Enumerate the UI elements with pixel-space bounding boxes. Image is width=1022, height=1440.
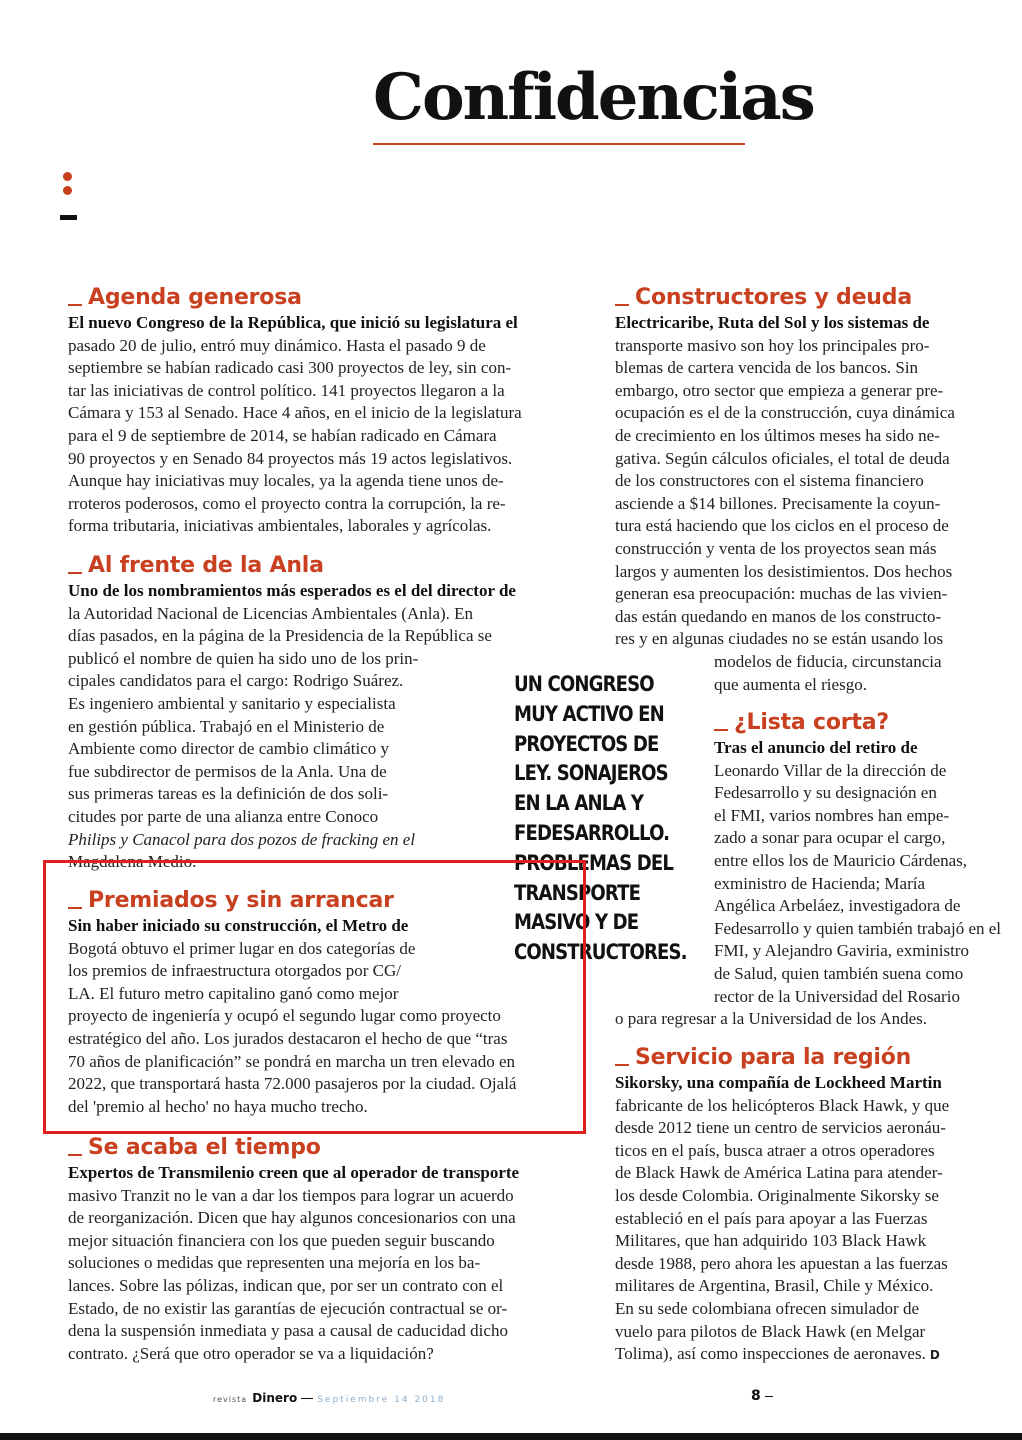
text-line: Es ingeniero ambiental y sanitario y especialista: [68, 693, 396, 713]
section-agenda-generosa: [68, 284, 522, 538]
text-line: proyecto de ingeniería y ocupó el segundo lugar como proyecto: [68, 1006, 501, 1026]
text-line: de Black Hawk de América Latina para atender-: [615, 1163, 943, 1183]
text-line: Philips y Canacol para dos pozos de fracking en el: [68, 829, 416, 849]
text-line: soluciones o medidas que representen una mejoría en los ba-: [68, 1253, 481, 1273]
text-line: Angélica Arbeláez, investigadora de: [714, 896, 961, 916]
section-lista-corta: [615, 709, 1002, 1031]
footer-credit: revista Dinero Septiembre 14 2018: [213, 1391, 446, 1405]
footer-brand: Dinero: [252, 1391, 298, 1405]
title-underline: [373, 143, 745, 145]
section-heading: Constructores y deuda: [615, 284, 955, 312]
text-line: septiembre se habían radicado casi 300 proyectos de ley, sin con-: [68, 358, 512, 378]
section-heading: Se acaba el tiempo: [68, 1134, 519, 1162]
decorative-dot: [63, 172, 72, 181]
text-line: sus primeras tareas es la definición de dos soli-: [68, 784, 389, 804]
decorative-dot: [63, 186, 72, 195]
text-line: Estado, de no existir las garantías de ejecución contractual se or-: [68, 1298, 508, 1318]
section-body: [68, 312, 522, 538]
text-line: desde 2012 tiene un centro de servicios aeronáu-: [615, 1118, 946, 1138]
text-line: largos y aumenten los desistimientos. Dos hechos: [615, 561, 953, 581]
text-line: que aumenta el riesgo.: [714, 674, 867, 694]
section-se-acaba-el-tiempo: [68, 1134, 519, 1365]
text-line: FMI, y Alejandro Gaviria, exministro: [714, 941, 969, 961]
text-line: 2022, que transportará hasta 72.000 pasajeros por la ciudad. Ojalá: [68, 1074, 517, 1094]
text-line: publicó el nombre de quien ha sido uno de los prin-: [68, 648, 419, 668]
text-line: para el 9 de septiembre de 2014, se habían radicado en Cámara: [68, 425, 497, 445]
text-line: Sikorsky, una compañía de Lockheed Martin: [615, 1073, 942, 1092]
text-line: los premios de infraestructura otorgados por CG/: [68, 961, 402, 981]
section-heading: Servicio para la región: [615, 1044, 949, 1072]
text-line: días pasados, en la página de la Presidencia de la República se: [68, 626, 492, 646]
decorative-dash: [60, 215, 77, 220]
pull-quote-line: MUY ACTIVO EN: [514, 701, 664, 726]
pull-quote-line: LEY. SONAJEROS: [514, 761, 668, 786]
text-line: Tolima), así como inspecciones de aeronaves. D: [615, 1344, 940, 1364]
text-line: la Autoridad Nacional de Licencias Ambientales (Anla). En: [68, 603, 474, 623]
page-title: Confidencias: [373, 60, 814, 135]
footer-date: Septiembre 14 2018: [317, 1395, 446, 1405]
text-line: LA. El futuro metro capitalino ganó como mejor: [68, 983, 399, 1003]
text-line: Tras el anuncio del retiro de: [714, 738, 918, 757]
text-line: el FMI, varios nombres han empe-: [714, 805, 950, 825]
text-line: Magdalena Medio.: [68, 852, 197, 872]
text-line: en gestión pública. Trabajó en el Ministerio de: [68, 716, 385, 736]
section-heading: Agenda generosa: [68, 284, 522, 312]
text-line: zado a sonar para ocupar el cargo,: [714, 828, 946, 848]
text-line: de Salud, quien también suena como: [714, 963, 964, 983]
section-heading: Premiados y sin arrancar: [68, 887, 516, 915]
pull-quote-line: PROBLEMAS DEL: [514, 850, 674, 875]
text-line: Fedesarrollo y quien también trabajó en el: [714, 918, 1002, 938]
text-line: asciende a $14 billones. Precisamente la coyun-: [615, 493, 941, 513]
text-line: transporte masivo son hoy los principales pro-: [615, 335, 930, 355]
text-line: Uno de los nombramientos más esperados es el del director de: [68, 581, 516, 600]
text-line: modelos de fiducia, circunstancia: [714, 651, 942, 671]
text-line: generan esa preocupación: muchas de las vivien-: [615, 584, 948, 604]
text-line: los desde Colombia. Originalmente Sikorsky se: [615, 1185, 939, 1205]
text-line: 90 proyectos y en Senado 84 proyectos más 19 actos legislativos.: [68, 448, 513, 468]
text-line: entre ellos los de Mauricio Cárdenas,: [714, 850, 968, 870]
section-heading: ¿Lista corta?: [714, 709, 1001, 737]
section-body: [615, 737, 1002, 1031]
pull-quote-line: UN CONGRESO: [514, 672, 654, 696]
text-line: blemas de cartera vencida de los bancos. Sin: [615, 358, 919, 378]
text-line: contrato. ¿Será que otro operador se va a liquidación?: [68, 1343, 434, 1363]
section-body: [615, 312, 955, 696]
highlight-box: [43, 860, 586, 1134]
text-line: Leonardo Villar de la dirección de: [714, 760, 947, 780]
text-line: estratégico del año. Los jurados destacaron el hecho de que “tras: [68, 1028, 508, 1048]
text-line: embargo, otro sector que empieza a generar pre-: [615, 380, 944, 400]
section-servicio-para-la-region: [615, 1044, 949, 1366]
text-line: fabricante de los helicópteros Black Hawk, y que: [615, 1095, 950, 1115]
text-line: 70 años de planificación” se pondrá en marcha un tren elevado en: [68, 1051, 516, 1071]
text-line: ticos en el país, busca atraer a otros operadores: [615, 1140, 935, 1160]
section-body: [68, 1162, 519, 1365]
text-line: Bogotá obtuvo el primer lugar en dos categorías de: [68, 938, 416, 958]
text-line: estableció en el país para apoyar a las Fuerzas: [615, 1208, 928, 1228]
text-line: desde 1988, pero ahora les apuestan a las fuerzas: [615, 1253, 948, 1273]
text-line: rector de la Universidad del Rosario: [714, 986, 960, 1006]
end-mark-icon: D: [929, 1348, 940, 1363]
text-line: ocupación es el de la construcción, cuya dinámica: [615, 403, 955, 423]
text-line: construcción y venta de los proyectos sean más: [615, 538, 937, 558]
text-line: res y en algunas ciudades no se están usando los: [615, 629, 944, 649]
text-line: militares de Argentina, Brasil, Chile y México.: [615, 1276, 934, 1296]
section-constructores-y-deuda: [615, 284, 955, 696]
text-line: citudes por parte de una alianza entre Conoco: [68, 806, 379, 826]
text-line: de los constructores con el sistema financiero: [615, 471, 924, 491]
pull-quote-line: MASIVO Y DE: [514, 910, 639, 935]
section-al-frente-de-la-anla: [68, 552, 516, 874]
bottom-edge: [0, 1433, 1022, 1440]
pull-quote-line: TRANSPORTE: [514, 880, 641, 905]
section-heading: Al frente de la Anla: [68, 552, 516, 580]
page-number: 8: [751, 1387, 773, 1405]
text-line: Electricaribe, Ruta del Sol y los sistemas de: [615, 313, 930, 332]
text-line: tura está haciendo que los ciclos en el proceso de: [615, 516, 949, 536]
text-line: de reorganización. Dicen que hay algunos concesionarios con una: [68, 1208, 516, 1228]
text-line: fue subdirector de permisos de la Anla. Una de: [68, 761, 387, 781]
pull-quote-line: PROYECTOS DE: [514, 731, 659, 756]
text-line: mejor situación financiera con los que pueden seguir buscando: [68, 1230, 495, 1250]
text-line: Fedesarrollo y su designación en: [714, 783, 937, 803]
text-line: gativa. Según cálculos oficiales, el total de deuda: [615, 448, 950, 468]
text-line: forma tributaria, iniciativas ambientales, laborales y agrícolas.: [68, 516, 492, 536]
text-line: del 'premio al hecho' no haya mucho trecho.: [68, 1096, 368, 1116]
text-line: pasado 20 de julio, entró muy dinámico. Hasta el pasado 9 de: [68, 335, 486, 355]
text-line: Cámara y 153 al Senado. Hace 4 años, en el inicio de la legislatura: [68, 403, 522, 423]
text-line: cipales candidatos para el cargo: Rodrigo Suárez.: [68, 671, 404, 691]
text-line: En su sede colombiana ofrecen simulador de: [615, 1298, 920, 1318]
text-line: Sin haber iniciado su construcción, el Metro de: [68, 916, 409, 935]
text-line: rroteros poderosos, como el proyecto contra la corrupción, la re-: [68, 493, 506, 513]
text-line: lances. Sobre las pólizas, indican que, por ser un contrato con el: [68, 1275, 504, 1295]
section-body: [615, 1072, 949, 1366]
pull-quote-line: EN LA ANLA Y: [514, 791, 644, 816]
text-line: Aunque hay iniciativas muy locales, ya la agenda tiene unos de-: [68, 471, 504, 491]
pull-quote-line: CONSTRUCTORES.: [514, 940, 687, 965]
text-line: Militares, que han adquirido 103 Black Hawk: [615, 1231, 927, 1251]
text-line: Ambiente como director de cambio climático y: [68, 739, 389, 759]
text-line: de crecimiento en los últimos meses ha sido ne-: [615, 425, 940, 445]
text-line: exministro de Hacienda; María: [714, 873, 926, 893]
section-body: [68, 580, 516, 874]
text-line: tar las iniciativas de control político. 141 proyectos llegaron a la: [68, 380, 505, 400]
text-line: El nuevo Congreso de la República, que inició su legislatura el: [68, 313, 518, 332]
pull-quote-line: FEDESARROLLO.: [514, 820, 670, 845]
text-line: Expertos de Transmilenio creen que al operador de transporte: [68, 1163, 520, 1182]
text-line: dena la suspensión inmediata y pasa a causal de caducidad dicho: [68, 1321, 508, 1341]
text-line: das están quedando en manos de los constructo-: [615, 606, 942, 626]
text-line: masivo Tranzit no le van a dar los tiempos para lograr un acuerdo: [68, 1185, 514, 1205]
text-line: vuelo para pilotos de Black Hawk (en Melgar: [615, 1321, 926, 1341]
text-line: o para regresar a la Universidad de los Andes.: [615, 1009, 928, 1029]
